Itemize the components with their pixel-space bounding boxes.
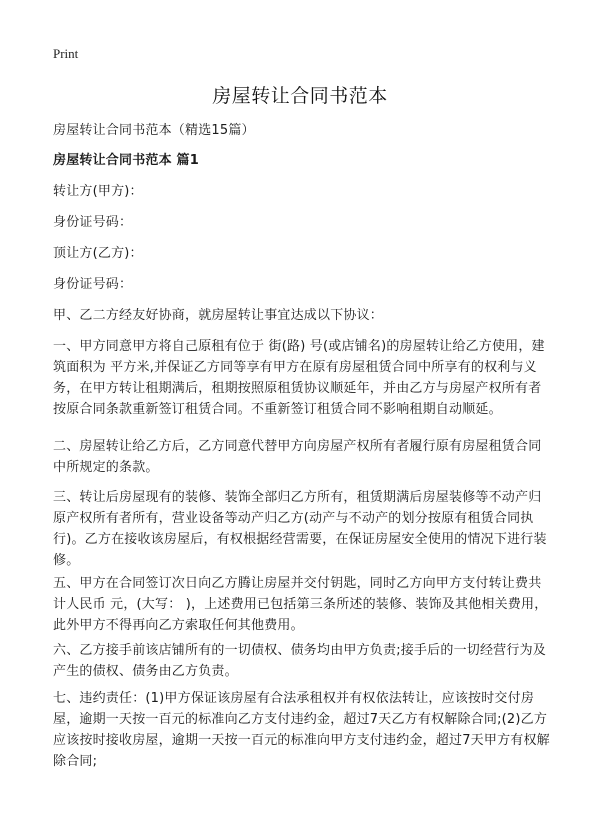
clause-1: 一、甲方同意甲方将自己原租有位于 街(路) 号(或店铺名)的房屋转让给乙方使用，建筑面积为 平方米,并保证乙方同等享有甲方在原有房屋租赁合同中所享有的权利与义务，在甲方转让租期满后，租期按照原租赁协议顺延年，并由乙方与房屋产权所有者按原合同条款重新签订租赁合同。不重新签订租赁合同不影响租期自动顺延。	[53, 339, 545, 417]
paragraph-transferee: 顶让方(乙方)：	[53, 246, 143, 261]
paragraph-transferor: 转让方(甲方)：	[53, 184, 143, 199]
document-subtitle: 房屋转让合同书范本（精选15篇）	[53, 123, 255, 138]
clause-5: 五、甲方在合同签订次日向乙方腾让房屋并交付钥匙，同时乙方向甲方支付转让费共计人民币 元，(大写： )，上述费用已包括第三条所述的装修、装饰及其他相关费用，此外甲方不得再向乙方索取任何其他费用。	[53, 576, 548, 633]
print-link[interactable]: Print	[53, 46, 79, 61]
clause-3: 三、转让后房屋现有的装修、装饰全部归乙方所有，租赁期满后房屋装修等不动产归原产权所有者所有，营业设备等动产归乙方(动产与不动产的划分按原有租赁合同执行)。乙方在接收该房屋后，有权根据经营需要，在保证房屋安全使用的情况下进行装修。	[53, 490, 547, 568]
clause-2: 二、房屋转让给乙方后，乙方同意代替甲方向房屋产权所有者履行原有房屋租赁合同中所规定的条款。	[53, 439, 542, 475]
paragraph-id-number-b: 身份证号码：	[53, 277, 133, 292]
paragraph-agreement-intro: 甲、乙二方经友好协商，就房屋转让事宜达成以下协议：	[53, 308, 384, 323]
document-title: 房屋转让合同书范本	[212, 85, 388, 107]
paragraph-id-number-a: 身份证号码：	[53, 215, 133, 230]
clause-6: 六、乙方接手前该店铺所有的一切债权、债务均由甲方负责;接手后的一切经营行为及产生的债权、债务由乙方负责。	[53, 643, 546, 679]
clause-7: 七、违约责任：(1)甲方保证该房屋有合法承租权并有权依法转让，应该按时交付房屋，逾期一天按一百元的标准向乙方支付违约金，超过7天乙方有权解除合同;(2)乙方应该按时接收房屋，逾期一天按一百元的标准向甲方支付违约金，超过7天甲方有权解除合同;	[53, 691, 550, 769]
section-heading: 房屋转让合同书范本 篇1	[53, 153, 199, 168]
